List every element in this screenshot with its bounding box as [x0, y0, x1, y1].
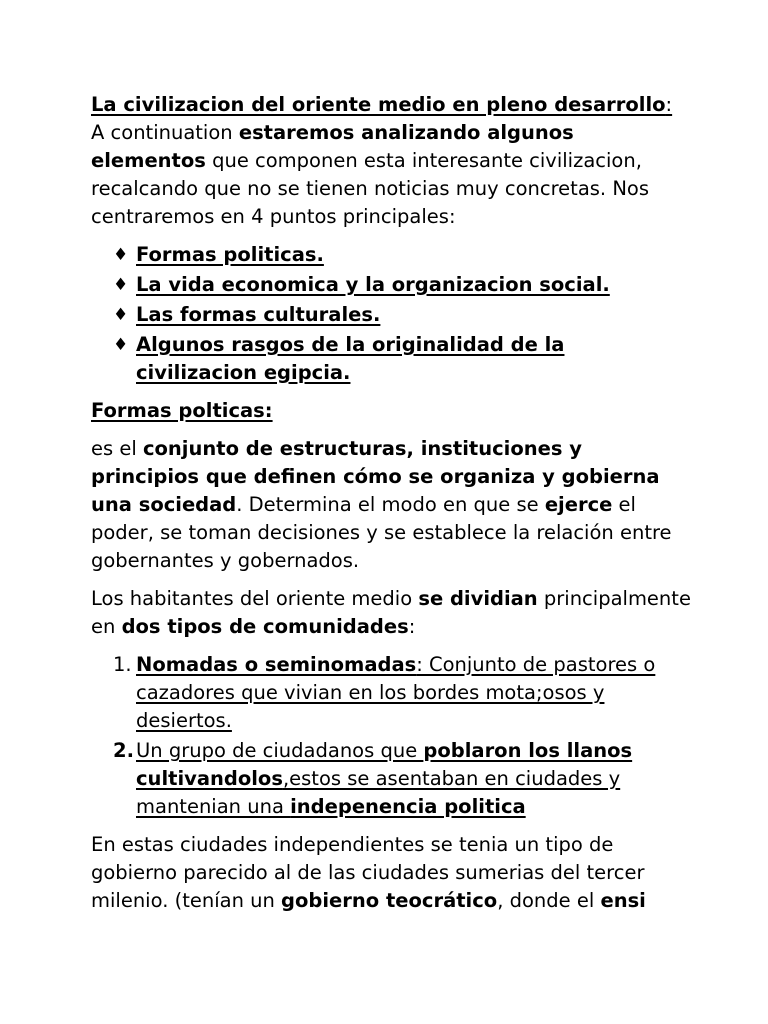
para1-text-1: es el: [91, 437, 143, 460]
list-item: [91, 241, 691, 269]
list-item: [91, 651, 691, 735]
diamond-bullet-icon: ♦: [113, 275, 129, 295]
para3-text-2: , donde el: [497, 889, 601, 912]
para2-text-1: Los habitantes del oriente medio: [91, 587, 419, 610]
community-2-text-1: Un grupo de ciudadanos que: [136, 739, 424, 762]
intro-bold-1: estaremos analizando algunos elementos: [91, 121, 574, 172]
para2-bold-1: se dividian: [418, 587, 538, 610]
definition-paragraph: [91, 435, 691, 575]
list-item: [91, 271, 691, 299]
community-2-bold-1: poblaron los llanos cultivandolos: [136, 739, 633, 790]
intro-text-1: A continuation: [91, 121, 239, 144]
point-label: Algunos rasgos de la originalidad de la civilizacion egipcia.: [136, 333, 565, 384]
para2-bold-2: dos tipos de comunidades: [121, 615, 409, 638]
point-label: La vida economica y la organizacion social.: [136, 273, 610, 296]
para2-text-2: principalmente en: [91, 587, 691, 638]
para1-bold-2: ejerce: [544, 493, 613, 516]
para3-bold-1: gobierno teocrático: [281, 889, 498, 912]
main-points-list: [91, 241, 691, 387]
communities-intro-paragraph: [91, 585, 691, 641]
document-title: La civilizacion del oriente medio en pleno desarrollo: [91, 93, 666, 116]
para1-text-2: . Determina el modo en que se: [236, 493, 545, 516]
para3-text-1: En estas ciudades independientes se tenia un tipo de gobierno parecido al de las ciudades sumerias del tercer milenio. (tenían un: [91, 833, 645, 912]
para1-text-3: el poder, se toman decisiones y se establece la relación entre gobernantes y gobernados.: [91, 493, 672, 572]
section-heading: Formas polticas:: [91, 399, 273, 422]
list-number: 2.: [113, 739, 134, 762]
section-heading-paragraph: [91, 397, 691, 425]
government-paragraph: [91, 831, 691, 915]
diamond-bullet-icon: ♦: [113, 335, 129, 355]
diamond-bullet-icon: ♦: [113, 245, 129, 265]
para1-bold-1: conjunto de estructuras, instituciones y principios que definen cómo se organiza y gobierna una sociedad: [91, 437, 660, 516]
community-2-bold-2: indepenencia politica: [290, 795, 526, 818]
document-body: [91, 91, 691, 925]
point-label: Formas politicas.: [136, 243, 324, 266]
community-1-bold: Nomadas o seminomadas: [136, 653, 417, 676]
diamond-bullet-icon: ♦: [113, 305, 129, 325]
list-item: [91, 737, 691, 821]
intro-text-2: que componen esta interesante civilizacion, recalcando que no se tienen noticias muy concretas. Nos centraremos en 4 puntos principales:: [91, 149, 649, 228]
list-number: 1.: [113, 653, 132, 676]
list-item: [91, 301, 691, 329]
point-label: Las formas culturales.: [136, 303, 381, 326]
community-2-text-2: ,estos se asentaban en ciudades y mantenian una: [136, 767, 621, 818]
list-item: [91, 331, 691, 387]
communities-list: [91, 651, 691, 821]
para3-bold-2: ensi: [600, 889, 646, 912]
para2-text-3: :: [408, 615, 416, 638]
title-colon: :: [665, 93, 673, 116]
intro-paragraph: [91, 91, 691, 231]
community-1-text: : Conjunto de pastores o cazadores que vivian en los bordes mota;osos y desiertos.: [136, 653, 656, 732]
